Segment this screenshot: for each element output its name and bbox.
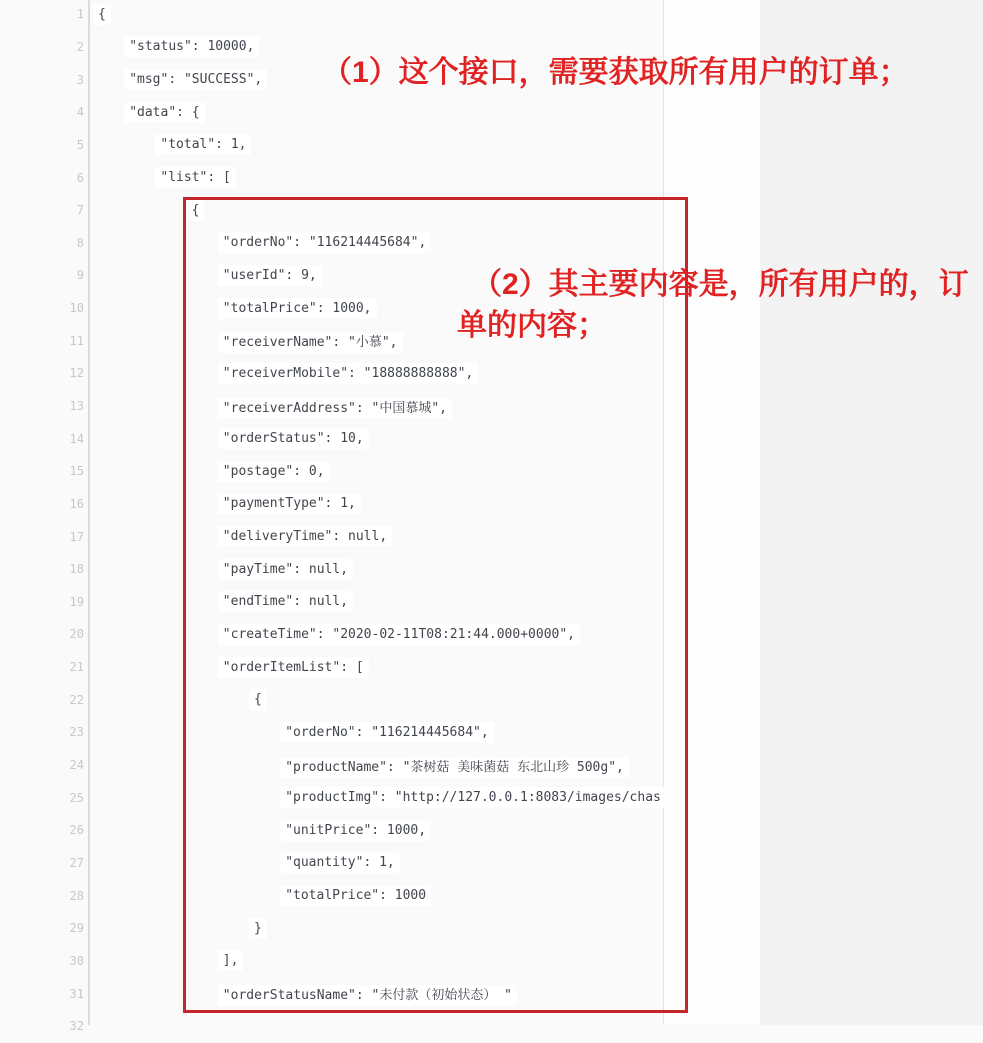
code-line <box>0 1010 663 1043</box>
annotation-note-2-line-2: 单的内容； <box>457 309 607 342</box>
line-number: 25 <box>69 790 84 805</box>
line-number: 30 <box>69 953 84 968</box>
code-text: "productName": "茶树菇 美味菌菇 东北山珍 500g", <box>285 756 629 775</box>
line-number: 12 <box>69 366 84 381</box>
line-number: 24 <box>69 758 84 773</box>
code-text: ], <box>223 953 244 968</box>
code-line <box>0 618 663 651</box>
code-line <box>0 488 663 521</box>
line-number: 4 <box>76 105 84 120</box>
code-text: { <box>254 692 267 707</box>
line-number: 23 <box>69 725 84 740</box>
line-number: 19 <box>69 594 84 609</box>
line-number: 8 <box>76 235 84 250</box>
code-text: "data": { <box>129 105 204 120</box>
code-text: "total": 1, <box>160 137 251 152</box>
line-number: 11 <box>69 333 84 348</box>
code-text: "receiverName": "小慕", <box>223 331 403 350</box>
pane-edge-band <box>663 0 761 1025</box>
line-number: 14 <box>69 431 84 446</box>
line-number: 21 <box>69 660 84 675</box>
line-number: 17 <box>69 529 84 544</box>
code-line <box>0 161 663 194</box>
code-line <box>0 226 663 259</box>
code-line <box>0 945 663 978</box>
code-text: "paymentType": 1, <box>223 496 361 511</box>
code-text: "orderNo": "116214445684", <box>285 725 494 740</box>
code-text: "msg": "SUCCESS", <box>129 72 267 87</box>
code-text: } <box>254 921 267 936</box>
code-line <box>0 749 663 782</box>
code-text: "orderStatus": 10, <box>223 431 369 446</box>
line-number: 28 <box>69 888 84 903</box>
line-number: 1 <box>76 7 84 22</box>
code-line <box>0 847 663 880</box>
code-line <box>0 781 663 814</box>
code-line <box>0 683 663 716</box>
code-text: "deliveryTime": null, <box>223 529 392 544</box>
code-line <box>0 390 663 423</box>
code-text: "productImg": "http://127.0.0.1:8083/images/chas <box>285 790 666 805</box>
code-text: "receiverMobile": "18888888888", <box>223 366 478 381</box>
line-number: 15 <box>69 464 84 479</box>
code-line <box>0 455 663 488</box>
code-line <box>0 814 663 847</box>
code-line <box>0 194 663 227</box>
annotation-note-1: （1）这个接口，需要获取所有用户的订单； <box>322 56 909 89</box>
code-text: "unitPrice": 1000, <box>285 823 431 838</box>
line-number: 3 <box>76 72 84 87</box>
code-text: { <box>98 7 111 22</box>
code-line <box>0 357 663 390</box>
line-number: 2 <box>76 39 84 54</box>
line-number: 10 <box>69 301 84 316</box>
line-number: 20 <box>69 627 84 642</box>
code-text: "quantity": 1, <box>285 855 400 870</box>
line-number: 16 <box>69 496 84 511</box>
code-text: "userId": 9, <box>223 268 322 283</box>
code-text: { <box>192 203 205 218</box>
line-number: 27 <box>69 855 84 870</box>
line-number: 13 <box>69 399 84 413</box>
code-line <box>0 716 663 749</box>
code-line <box>0 553 663 586</box>
code-line <box>0 129 663 162</box>
code-line <box>0 0 663 31</box>
code-text: "totalPrice": 1000, <box>223 301 377 316</box>
line-number: 9 <box>76 268 84 283</box>
line-number: 7 <box>76 203 84 218</box>
code-text: "totalPrice": 1000 <box>285 888 431 903</box>
line-number: 5 <box>76 137 84 152</box>
line-number: 31 <box>69 986 84 1001</box>
code-line <box>0 422 663 455</box>
code-text: "receiverAddress": "中国慕城", <box>223 397 452 416</box>
code-text: "orderItemList": [ <box>223 660 369 675</box>
code-line <box>0 977 663 1010</box>
code-line <box>0 879 663 912</box>
code-line <box>0 520 663 553</box>
line-number: 22 <box>69 692 84 707</box>
line-number: 6 <box>76 170 84 185</box>
code-text: "endTime": null, <box>223 594 353 609</box>
code-text: "orderNo": "116214445684", <box>223 235 432 250</box>
code-line <box>0 651 663 684</box>
code-text: "orderStatusName": "未付款（初始状态） " <box>223 984 517 1003</box>
line-number: 26 <box>69 823 84 838</box>
code-text: "list": [ <box>160 170 235 185</box>
code-text: "status": 10000, <box>129 39 259 54</box>
code-line <box>0 912 663 945</box>
line-number: 18 <box>69 562 84 577</box>
page-background-right <box>760 0 983 1025</box>
annotation-note-2-line-1: （2）其主要内容是，所有用户的，订 <box>472 268 969 301</box>
code-line <box>0 96 663 129</box>
code-text: "payTime": null, <box>223 562 353 577</box>
code-line <box>0 586 663 619</box>
code-text: "postage": 0, <box>223 464 330 479</box>
code-text: "createTime": "2020-02-11T08:21:44.000+0000", <box>223 627 580 642</box>
line-number: 32 <box>69 1019 84 1034</box>
line-number: 29 <box>69 921 84 936</box>
